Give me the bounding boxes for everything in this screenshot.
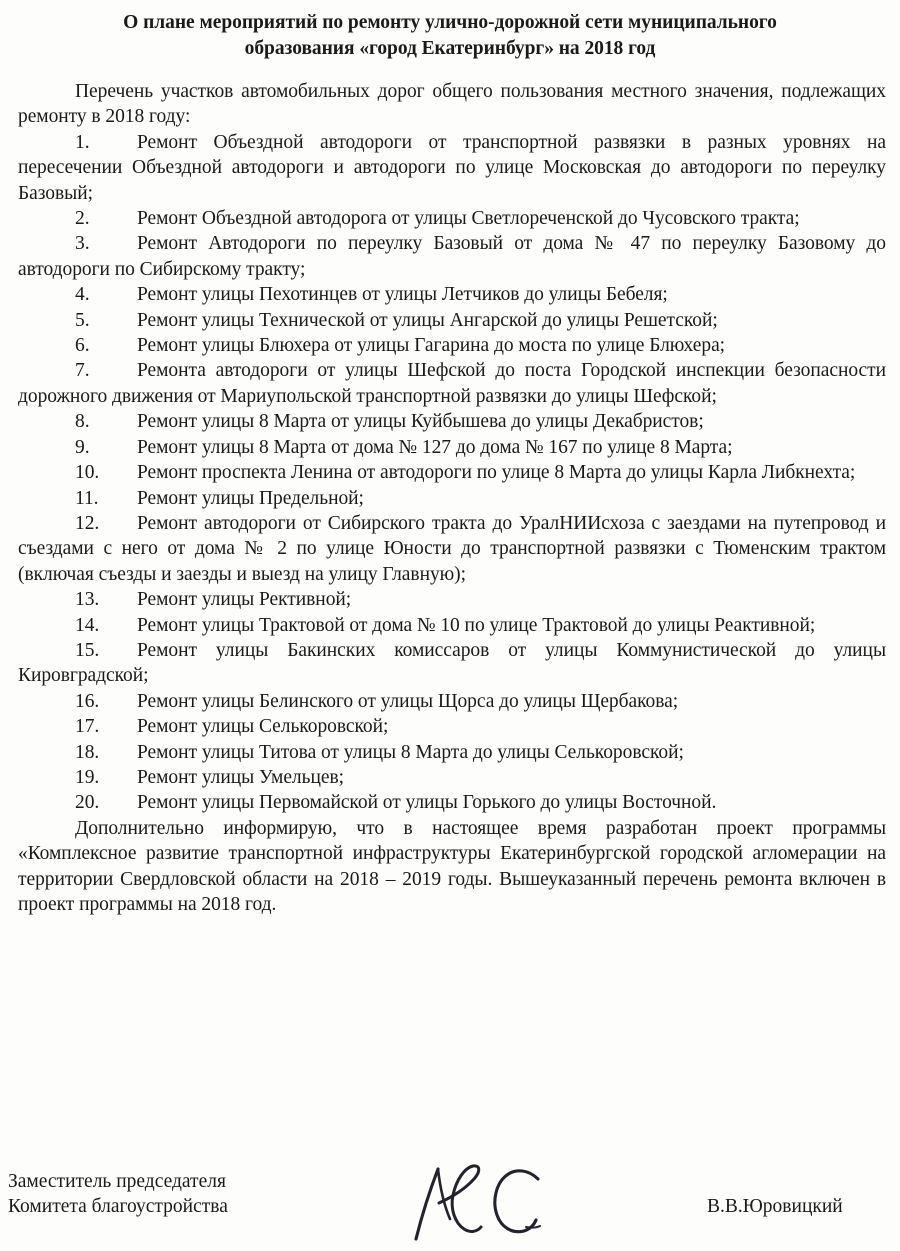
repair-item-text: Ремонт улицы Предельной; xyxy=(137,487,364,509)
repair-item-number: 19. xyxy=(75,766,100,788)
repair-item xyxy=(18,358,886,409)
repair-item-text: Ремонт улицы Рективной; xyxy=(137,589,352,611)
repair-item-text: Ремонт улицы Блюхера от улицы Гагарина до моста по улице Блюхера; xyxy=(137,335,726,357)
repair-item xyxy=(18,740,886,765)
repair-item xyxy=(18,765,886,790)
page-title-line-1: О плане мероприятий по ремонту улично-дорожной сети муниципального xyxy=(123,12,777,33)
repair-item-text: Ремонт улицы Трактовой от дома № 10 по улице Трактовой до улицы Реактивной; xyxy=(137,614,816,636)
signatory-role-line-1: Заместитель председателя xyxy=(8,1171,226,1192)
repair-item-text: Ремонт улицы 8 Марта от улицы Куйбышева до улицы Декабристов; xyxy=(137,411,704,433)
repair-item-text: Ремонт улицы Умельцев; xyxy=(137,766,344,788)
repair-item-text: Ремонт улицы Белинского от улицы Щорса до улицы Щербакова; xyxy=(137,690,679,712)
repair-item xyxy=(18,282,886,307)
repair-item-text: Ремонт автодороги от Сибирского тракта до УралНИИсхоза с заездами на путепровод и съездами с него от дома № 2 по улице Юности до транспортной развязки с Тюменским трактом (включая съезды и заезды и выезд на улицу Главную); xyxy=(18,512,886,585)
repair-item-number: 15. xyxy=(75,639,100,661)
repair-item-number: 5. xyxy=(75,309,90,331)
repair-item-text: Ремонт улицы Технической от улицы Ангарской до улицы Решетской; xyxy=(137,309,718,331)
repair-item-number: 2. xyxy=(75,208,90,230)
signatory-role xyxy=(8,1169,228,1220)
repair-item-text: Ремонта автодороги от улицы Шефской до поста Городской инспекции безопасности дорожного движения от Мариупольской транспортной развязки до улицы Шефской; xyxy=(18,360,886,407)
repair-item-number: 6. xyxy=(75,335,90,357)
repair-item xyxy=(18,460,886,485)
repair-item-number: 8. xyxy=(75,411,90,433)
repair-item xyxy=(18,231,886,282)
repair-item-text: Ремонт улицы 8 Марта от дома № 127 до дома № 167 по улице 8 Марта; xyxy=(137,436,733,458)
repair-item xyxy=(18,714,886,739)
repair-item-number: 13. xyxy=(75,589,100,611)
repair-item xyxy=(18,613,886,638)
repair-item xyxy=(18,689,886,714)
repair-item-text: Ремонт Объездной автодорога от улицы Светлореченской до Чусовского тракта; xyxy=(137,208,800,230)
repair-item-number: 18. xyxy=(75,741,100,763)
repair-item-number: 14. xyxy=(75,614,100,636)
page-title xyxy=(0,0,900,61)
repair-item xyxy=(18,409,886,434)
repair-items-list xyxy=(18,130,886,816)
repair-item-text: Ремонт улицы Первомайской от улицы Горького до улицы Восточной. xyxy=(137,792,717,814)
repair-item-text: Ремонт улицы Пехотинцев от улицы Летчиков до улицы Бебеля; xyxy=(137,284,668,306)
page-title-line-2: образования «город Екатеринбург» на 2018 год xyxy=(244,37,656,59)
repair-item-number: 20. xyxy=(75,792,100,814)
repair-item-text: Ремонт Автодороги по переулку Базовый от дома № 47 по переулку Базовому до автодороги по Сибирскому тракту; xyxy=(18,233,886,280)
repair-item-number: 12. xyxy=(75,512,100,534)
repair-item xyxy=(18,638,886,689)
repair-item-number: 4. xyxy=(75,284,90,306)
repair-item-text: Ремонт улицы Бакинских комиссаров от улицы Коммунистической до улицы Кировградской; xyxy=(18,639,886,687)
signatory-name: В.В.Юровицкий xyxy=(707,1196,843,1217)
repair-item xyxy=(18,435,886,460)
signature-mark-icon xyxy=(398,1157,548,1243)
signature-block xyxy=(0,1151,900,1243)
repair-item-text: Ремонт Объездной автодороги от транспортной развязки в разных уровнях на пересечении Объездной автодороги и автодороги по улице Московская до автодороги по переулку Базовый; xyxy=(18,131,886,204)
repair-item xyxy=(18,790,886,815)
repair-item-number: 3. xyxy=(75,233,90,255)
repair-item xyxy=(18,130,886,206)
closing-paragraph: Дополнительно информирую, что в настоящее время разработан проект программы «Комплексное развитие транспортной инфраструктуры Екатеринбургской городской агломерации на территории Свердловской области на 2018 – 2019 годы. Вышеуказанный перечень ремонта включен в проект программы на 2018 год. xyxy=(18,817,886,915)
repair-item xyxy=(18,587,886,612)
repair-item xyxy=(18,308,886,333)
repair-item-number: 11. xyxy=(75,487,99,509)
document-body xyxy=(0,79,900,917)
repair-item xyxy=(18,333,886,358)
repair-item xyxy=(18,486,886,511)
repair-item-number: 9. xyxy=(75,436,90,458)
repair-item-number: 16. xyxy=(75,690,100,712)
repair-item-number: 1. xyxy=(75,131,90,153)
repair-item-text: Ремонт проспекта Ленина от автодороги по улице 8 Марта до улицы Карла Либкнехта; xyxy=(137,462,856,484)
repair-item xyxy=(18,206,886,231)
repair-item xyxy=(18,511,886,587)
repair-item-number: 7. xyxy=(75,360,90,382)
intro-paragraph: Перечень участков автомобильных дорог общего пользования местного значения, подлежащих ремонту в 2018 году: xyxy=(18,81,886,128)
repair-item-number: 17. xyxy=(75,716,100,738)
repair-item-number: 10. xyxy=(75,462,100,484)
repair-item-text: Ремонт улицы Титова от улицы 8 Марта до улицы Селькоровской; xyxy=(137,741,684,763)
repair-item-text: Ремонт улицы Селькоровской; xyxy=(137,716,389,738)
signatory-role-line-2: Комитета благоустройства xyxy=(8,1196,228,1218)
